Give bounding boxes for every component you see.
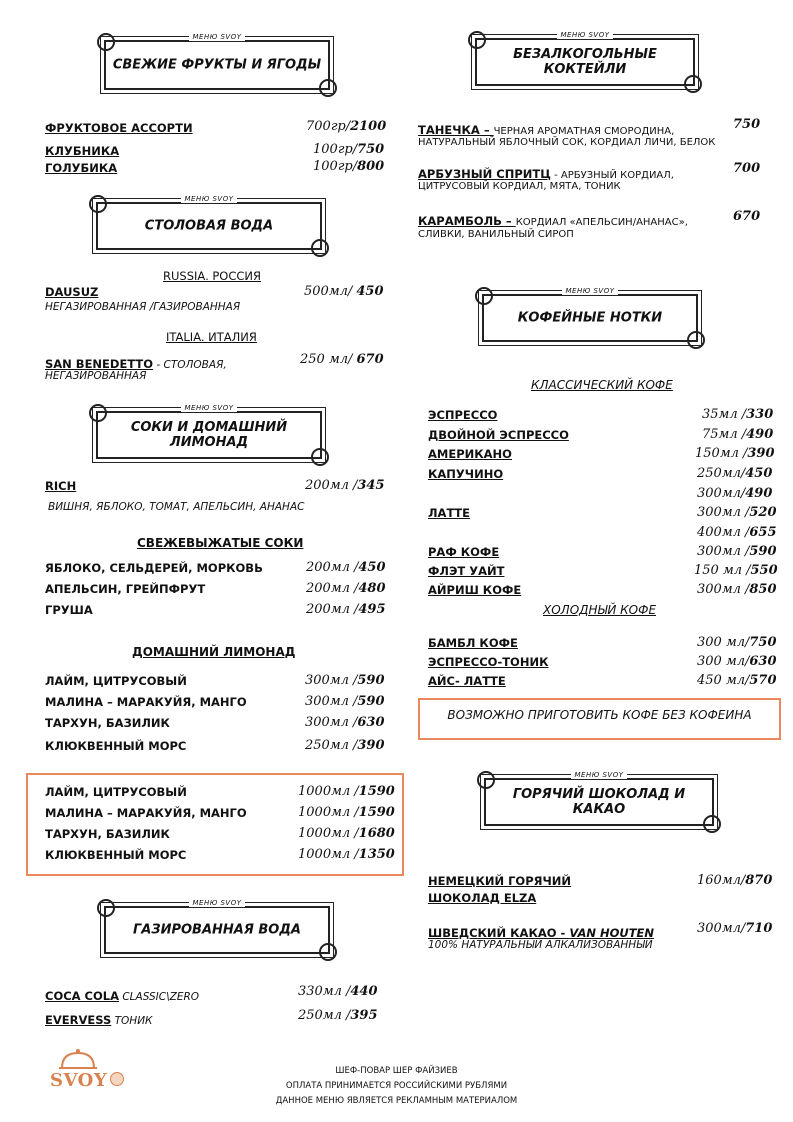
menu-item-name: ГРУША bbox=[45, 603, 93, 617]
section-brand: МЕНЮ SVOY bbox=[106, 33, 328, 41]
menu-item-price: 300мл/490 bbox=[697, 486, 773, 501]
menu-item-price: 700 bbox=[733, 161, 761, 176]
menu-item-price: 300мл /590 bbox=[305, 694, 385, 709]
menu-item-desc: НАТУРАЛЬНЫЙ ЯБЛОЧНЫЙ СОК, КОРДИАЛ ЛИЧИ, БЕЛОК bbox=[418, 137, 716, 148]
section-header-chocolate bbox=[484, 771, 714, 826]
menu-item-price: 75мл /490 bbox=[702, 427, 774, 442]
menu-item-name: БАМБЛ КОФЕ bbox=[428, 636, 518, 650]
menu-item-price: 100гр/750 bbox=[313, 142, 385, 157]
menu-item-price: 330мл /440 bbox=[298, 984, 378, 999]
subsection-title: КЛАССИЧЕСКИЙ КОФЕ bbox=[531, 378, 673, 392]
menu-item-price: 200мл /450 bbox=[306, 560, 386, 575]
logo-text: SVOY bbox=[50, 1070, 108, 1091]
footer-line-3: ДАННОЕ МЕНЮ ЯВЛЯЕТСЯ РЕКЛАМНЫМ МАТЕРИАЛОМ bbox=[275, 1096, 518, 1106]
menu-item-price: 250мл /395 bbox=[298, 1008, 378, 1023]
section-header-water bbox=[96, 195, 322, 250]
menu-item-name: ШОКОЛАД ELZA bbox=[428, 891, 537, 905]
menu-item-name: МАЛИНА – МАРАКУЙЯ, МАНГО bbox=[45, 695, 247, 709]
menu-item-price: 300мл /520 bbox=[697, 505, 777, 520]
country-label: RUSSIA. РОССИЯ bbox=[163, 269, 262, 283]
section-brand: МЕНЮ SVOY bbox=[486, 771, 712, 779]
menu-item-desc: ТОНИК bbox=[111, 1015, 153, 1027]
section-brand: МЕНЮ SVOY bbox=[98, 195, 320, 203]
section-header-coffee bbox=[482, 287, 698, 342]
menu-item-name: ШВЕДСКИЙ КАКАО - bbox=[428, 926, 570, 940]
menu-item-price: 1000мл /1590 bbox=[298, 805, 395, 820]
menu-item-price: 1000мл /1590 bbox=[298, 784, 395, 799]
menu-item-name: DAUSUZ bbox=[45, 285, 99, 299]
menu-item-name: ЛАЙМ, ЦИТРУСОВЫЙ bbox=[45, 674, 187, 688]
menu-item-desc: СЛИВКИ, ВАНИЛЬНЫЙ СИРОП bbox=[418, 229, 574, 240]
menu-item-desc: CLASSIC\ZERO bbox=[119, 991, 200, 1003]
subsection-title: ДОМАШНИЙ ЛИМОНАД bbox=[132, 645, 296, 659]
menu-item-name: АРБУЗНЫЙ СПРИТЦ bbox=[418, 167, 551, 181]
menu-item-price: 400мл /655 bbox=[697, 525, 777, 540]
menu-item-name: ЭСПРЕССО bbox=[428, 408, 498, 422]
menu-item-price: 200мл /480 bbox=[306, 581, 386, 596]
menu-item-price: 200мл /495 bbox=[306, 602, 386, 617]
footer-line-2: ОПЛАТА ПРИНИМАЕТСЯ РОССИЙСКИМИ РУБЛЯМИ bbox=[285, 1081, 508, 1091]
menu-item-price: 300 мл/750 bbox=[697, 635, 777, 650]
menu-item-name: КЛУБНИКА bbox=[45, 144, 120, 158]
cocktail-3 bbox=[418, 210, 688, 229]
menu-item-desc: КОРДИАЛ «АПЕЛЬСИН/АНАНАС», bbox=[515, 217, 688, 228]
menu-item-name: КАРАМБОЛЬ – bbox=[418, 214, 516, 228]
menu-item-desc: - АРБУЗНЫЙ КОРДИАЛ, bbox=[550, 170, 674, 181]
menu-item-name: НЕМЕЦКИЙ ГОРЯЧИЙ bbox=[428, 874, 572, 888]
menu-item-name: КЛЮКВЕННЫЙ МОРС bbox=[45, 739, 187, 753]
decaf-note: ВОЗМОЖНО ПРИГОТОВИТЬ КОФЕ БЕЗ КОФЕИНА bbox=[447, 708, 752, 722]
menu-item-price: 300мл/710 bbox=[697, 921, 773, 936]
section-title: БЕЗАЛКОГОЛЬНЫЕ КОКТЕЙЛИ bbox=[513, 47, 657, 77]
footer-line-1: ШЕФ-ПОВАР ШЕР ФАЙЗИЕВ bbox=[335, 1066, 458, 1076]
subsection-title: СВЕЖЕВЫЖАТЫЕ СОКИ bbox=[137, 536, 304, 550]
menu-item-desc: НЕГАЗИРОВАННАЯ bbox=[45, 370, 147, 382]
menu-item-price: 1000мл /1350 bbox=[298, 847, 395, 862]
menu-item-price: 250мл/450 bbox=[697, 466, 773, 481]
menu-item-price: 300мл /630 bbox=[305, 715, 385, 730]
section-title: СВЕЖИЕ ФРУКТЫ И ЯГОДЫ bbox=[112, 57, 322, 73]
section-title: СОКИ И ДОМАШНИЙ ЛИМОНАД bbox=[130, 420, 288, 450]
menu-item-price: 100гр/800 bbox=[313, 159, 385, 174]
menu-item-price: 450 мл/570 bbox=[697, 673, 777, 688]
section-brand: МЕНЮ SVOY bbox=[484, 287, 696, 295]
menu-item-price: 750 bbox=[733, 117, 761, 132]
section-brand: МЕНЮ SVOY bbox=[106, 899, 328, 907]
menu-item-price: 670 bbox=[733, 209, 761, 224]
menu-item-name: РАФ КОФЕ bbox=[428, 545, 500, 559]
menu-item-price: 160мл/870 bbox=[697, 873, 773, 888]
section-title: ГАЗИРОВАННАЯ ВОДА bbox=[133, 922, 301, 938]
menu-item-name: ГОЛУБИКА bbox=[45, 161, 118, 175]
menu-item-name: ФРУКТОВОЕ АССОРТИ bbox=[45, 121, 193, 135]
menu-item-price: 250 мл/ 670 bbox=[300, 352, 384, 367]
menu-item-desc: ЧЕРНАЯ АРОМАТНАЯ СМОРОДИНА, bbox=[493, 126, 675, 137]
menu-item-name: АЙРИШ КОФЕ bbox=[428, 583, 522, 597]
section-header-cocktails bbox=[475, 31, 695, 86]
menu-item-name: ЭСПРЕССО-ТОНИК bbox=[428, 655, 549, 669]
menu-item-name: МАЛИНА – МАРАКУЙЯ, МАНГО bbox=[45, 806, 247, 820]
menu-item-price: 1000мл /1680 bbox=[298, 826, 395, 841]
section-brand: МЕНЮ SVOY bbox=[477, 31, 693, 39]
menu-item-desc: НЕГАЗИРОВАННАЯ /ГАЗИРОВАННАЯ bbox=[45, 301, 241, 313]
section-header-juices bbox=[96, 404, 322, 459]
menu-item-name: ЛАЙМ, ЦИТРУСОВЫЙ bbox=[45, 785, 187, 799]
menu-item-price: 150мл /390 bbox=[695, 446, 775, 461]
menu-item-price: 200мл /345 bbox=[305, 478, 385, 493]
menu-item-name: ФЛЭТ УАЙТ bbox=[428, 564, 505, 578]
menu-item-price: 700гр/2100 bbox=[306, 119, 387, 134]
menu-item-name: RICH bbox=[45, 479, 77, 493]
menu-item-price: 500мл/ 450 bbox=[304, 284, 384, 299]
subsection-title: ХОЛОДНЫЙ КОФЕ bbox=[543, 603, 657, 617]
menu-item-desc: ЦИТРУСОВЫЙ КОРДИАЛ, МЯТА, ТОНИК bbox=[418, 181, 621, 192]
menu-item-name: SAN BENEDETTO bbox=[45, 357, 154, 371]
menu-item-name: АЙС- ЛАТТЕ bbox=[428, 674, 506, 688]
menu-item-name: ТАНЕЧКА – bbox=[418, 123, 494, 137]
menu-item-price: 300мл /590 bbox=[305, 673, 385, 688]
section-title: КОФЕЙНЫЕ НОТКИ bbox=[517, 310, 663, 326]
section-title: СТОЛОВАЯ ВОДА bbox=[144, 218, 274, 234]
menu-item-price: 250мл /390 bbox=[305, 738, 385, 753]
menu-item-evervess bbox=[45, 1009, 153, 1028]
menu-item-name: ЛАТТЕ bbox=[428, 506, 470, 520]
menu-item-name: АМЕРИКАНО bbox=[428, 447, 512, 461]
menu-item-price: 35мл /330 bbox=[702, 407, 774, 422]
menu-item-brand: VAN HOUTEN bbox=[569, 926, 655, 940]
cocktail-1 bbox=[418, 119, 674, 138]
section-brand: МЕНЮ SVOY bbox=[98, 404, 320, 412]
menu-item-name: ЯБЛОКО, СЕЛЬДЕРЕЙ, МОРКОВЬ bbox=[45, 561, 263, 575]
menu-item-name: EVERVESS bbox=[45, 1013, 112, 1027]
menu-item-name: ДВОЙНОЙ ЭСПРЕССО bbox=[428, 428, 569, 442]
menu-item-desc: - СТОЛОВАЯ, bbox=[153, 359, 227, 371]
menu-item-price: 300 мл/630 bbox=[697, 654, 777, 669]
menu-item-name: ТАРХУН, БАЗИЛИК bbox=[45, 827, 170, 841]
menu-item-name: КЛЮКВЕННЫЙ МОРС bbox=[45, 848, 187, 862]
cocktail-2 bbox=[418, 163, 674, 182]
menu-item-name: COCA COLA bbox=[45, 989, 120, 1003]
menu-item-price: 300мл /590 bbox=[697, 544, 777, 559]
section-title: ГОРЯЧИЙ ШОКОЛАД И КАКАО bbox=[512, 787, 686, 817]
menu-item-name: ТАРХУН, БАЗИЛИК bbox=[45, 716, 170, 730]
menu-item-price: 150 мл /550 bbox=[694, 563, 778, 578]
menu-item-desc: ВИШНЯ, ЯБЛОКО, ТОМАТ, АПЕЛЬСИН, АНАНАС bbox=[48, 501, 305, 513]
menu-item-price: 300мл /850 bbox=[697, 582, 777, 597]
section-header-soda bbox=[104, 899, 330, 954]
menu-item-desc: 100% НАТУРАЛЬНЫЙ АЛКАЛИЗОВАННЫЙ bbox=[428, 939, 653, 951]
menu-item-name: АПЕЛЬСИН, ГРЕЙПФРУТ bbox=[45, 582, 206, 596]
section-header-fruits bbox=[104, 33, 330, 90]
menu-item-cocacola bbox=[45, 985, 199, 1004]
menu-item-name: КАПУЧИНО bbox=[428, 467, 504, 481]
country-label: ITALIA. ИТАЛИЯ bbox=[166, 330, 257, 344]
